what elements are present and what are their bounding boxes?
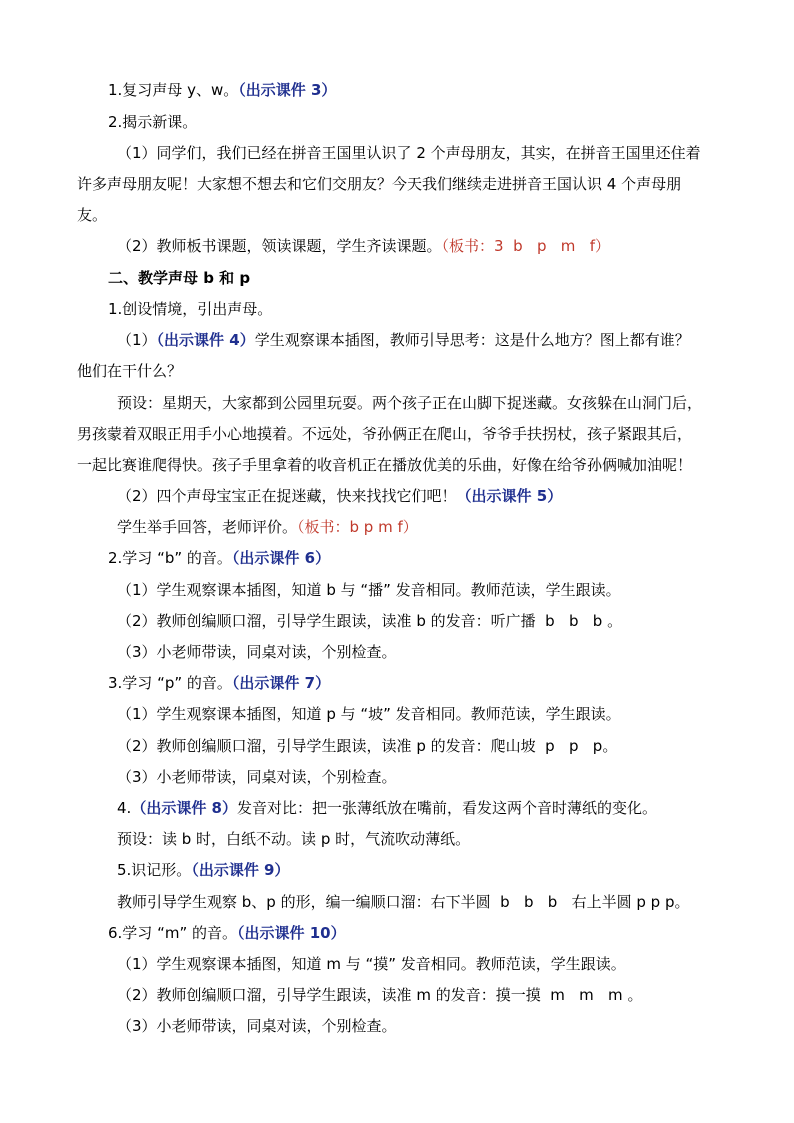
text: （3）小老师带读，同桌对读，个别检查。 [117,643,397,661]
paragraph [77,424,692,444]
text: （1） [117,331,157,349]
paragraph [117,393,702,413]
paragraph [117,704,621,724]
paragraph [117,236,610,256]
text: 4. [117,799,132,817]
paragraph [77,174,681,194]
section-heading [108,268,250,288]
paragraph [117,143,701,163]
text: （1）学生观察课本插图，知道 m 与 “摸” 发音相同。教师范读，学生跟读。 [117,955,626,973]
courseware-note: （出示课件 8） [131,799,237,817]
text: （2）教师创编顺口溜，引导学生跟读，读准 b 的发音：听广播 b b b 。 [117,612,623,630]
text: 教师引导学生观察 b、p 的形，编一编顺口溜：右下半圆 b b b 右上半圆 p p p。 [117,893,690,911]
text: 预设：读 b 时，白纸不动。读 p 时，气流吹动薄纸。 [117,830,471,848]
blackboard-note: （板书：b p m f） [297,518,418,536]
paragraph [117,736,617,756]
courseware-note: （出示课件 7） [231,674,331,692]
paragraph [117,860,289,880]
text: 1.复习声母 y、w。 [108,81,239,99]
paragraph [77,361,182,381]
paragraph [117,892,689,912]
courseware-note: （出示课件 6） [231,549,331,567]
paragraph [77,205,107,225]
text: 5.识记形。 [117,861,192,879]
paragraph [117,798,657,818]
courseware-note: （出示课件 5） [456,487,563,505]
paragraph [108,923,346,943]
paragraph [117,767,397,787]
paragraph [117,517,418,537]
paragraph [108,299,272,319]
paragraph [108,673,330,693]
paragraph [108,548,330,568]
text: 发音对比：把一张薄纸放在嘴前，看发这两个音时薄纸的变化。 [236,799,657,817]
paragraph [117,954,626,974]
paragraph [117,985,642,1005]
text: 2.揭示新课。 [108,113,198,131]
courseware-note: （出示课件 4） [156,331,255,349]
paragraph [108,112,197,132]
courseware-note: （出示课件 9） [191,861,290,879]
heading-text: 二、教学声母 b 和 p [108,269,251,287]
text: 男孩蒙着双眼正用手小心地摸着。不远处，爷孙俩正在爬山，爷爷手扶拐杖，孩子紧跟其后， [77,425,693,443]
text: 许多声母朋友呢！大家想不想去和它们交朋友？今天我们继续走进拼音王国认识 4 个声母朋 [77,175,682,193]
text: （1）同学们，我们已经在拼音王国里认识了 2 个声母朋友，其实，在拼音王国里还住着 [117,144,701,162]
paragraph [117,1016,397,1036]
paragraph [117,330,690,350]
paragraph [117,642,397,662]
text: （3）小老师带读，同桌对读，个别检查。 [117,1017,397,1035]
text: （2）四个声母宝宝正在捉迷藏，快来找找它们吧！ [117,487,457,505]
text: 预设：星期天，大家都到公园里玩耍。两个孩子正在山脚下捉迷藏。女孩躲在山洞门后， [117,394,703,412]
text: （2）教师创编顺口溜，引导学生跟读，读准 p 的发音：爬山坡 p p p。 [117,737,618,755]
paragraph [117,486,562,506]
text: 1.创设情境，引出声母。 [108,300,273,318]
text: 学生举手回答，老师评价。 [117,518,298,536]
text: 3.学习 “p” 的音。 [108,674,232,692]
blackboard-note: （板书：3 b p m f） [441,237,610,255]
text: 一起比赛谁爬得快。孩子手里拿着的收音机正在播放优美的乐曲，好像在给爷孙俩喊加油呢！ [77,456,693,474]
text: （1）学生观察课本插图，知道 b 与 “播” 发音相同。教师范读，学生跟读。 [117,581,621,599]
text: （2）教师创编顺口溜，引导学生跟读，读准 m 的发音：摸一摸 m m m 。 [117,986,643,1004]
text: 学生观察课本插图，教师引导思考：这是什么地方？图上都有谁？ [254,331,690,349]
paragraph [117,580,621,600]
paragraph [108,80,336,100]
text: 他们在干什么？ [77,362,183,380]
courseware-note: （出示课件 3） [238,81,337,99]
text: 2.学习 “b” 的音。 [108,549,232,567]
paragraph [117,611,622,631]
text: （1）学生观察课本插图，知道 p 与 “坡” 发音相同。教师范读，学生跟读。 [117,705,621,723]
text: （3）小老师带读，同桌对读，个别检查。 [117,768,397,786]
text: 友。 [77,206,108,224]
courseware-note: （出示课件 10） [237,924,346,942]
paragraph [77,455,692,475]
paragraph [117,829,470,849]
text: （2）教师板书课题，领读课题，学生齐读课题。 [117,237,442,255]
text: 6.学习 “m” 的音。 [108,924,238,942]
